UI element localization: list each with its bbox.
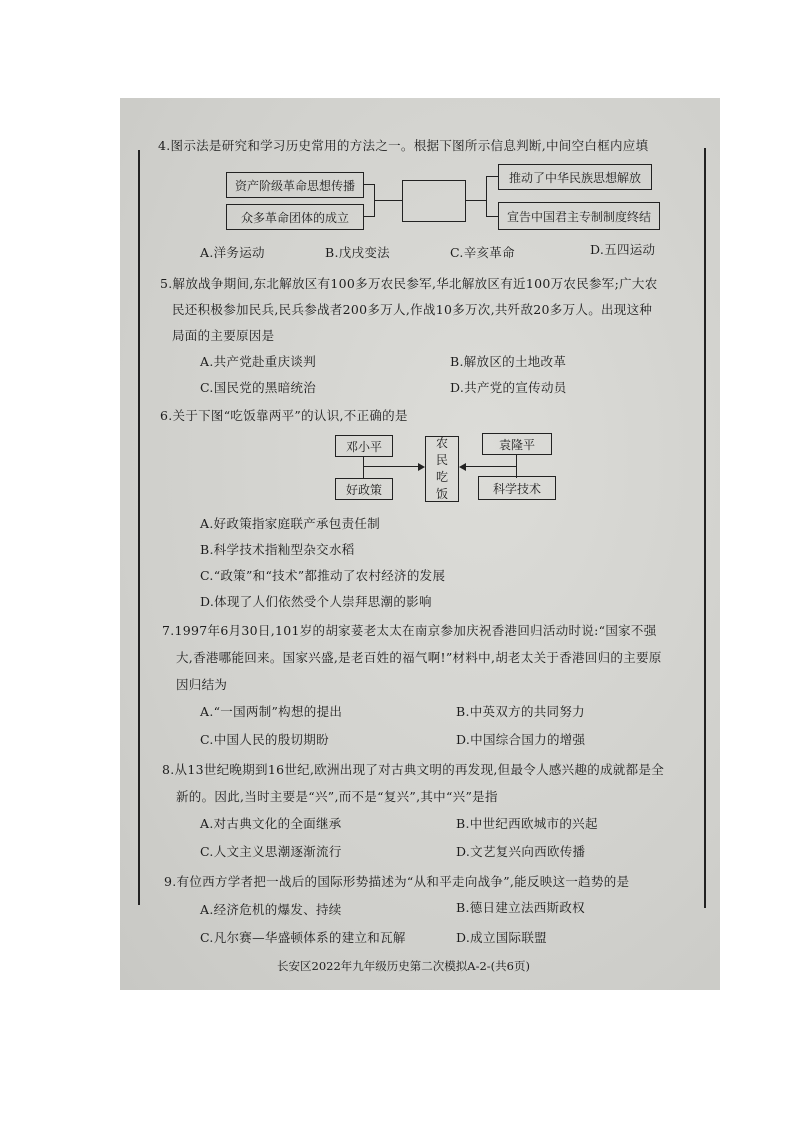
q9-option-a: A.经济危机的爆发、持续	[200, 902, 342, 917]
q4-box-left-bottom: 众多革命团体的成立	[226, 204, 364, 230]
q7-stem-line-2: 大,香港哪能回来。国家兴盛,是老百姓的福气啊!”材料中,胡老太关于香港回归的主要原	[176, 650, 662, 665]
q4-stem: 4.图示法是研究和学习历史常用的方法之一。根据下图所示信息判断,中间空白框内应填	[158, 138, 649, 153]
q6-option-a: A.好政策指家庭联产承包责任制	[200, 516, 381, 531]
q4-wire	[374, 200, 402, 201]
q6-stem: 6.关于下图“吃饭靠两平”的认识,不正确的是	[160, 408, 408, 423]
q6-box-center	[425, 436, 459, 502]
q8-option-d: D.文艺复兴向西欧传播	[456, 844, 586, 859]
q9-stem: 9.有位西方学者把一战后的国际形势描述为“从和平走向战争”,能反映这一趋势的是	[164, 874, 630, 889]
q8-option-a: A.对古典文化的全面继承	[200, 816, 342, 831]
q7-option-b: B.中英双方的共同努力	[456, 704, 585, 719]
page-footer: 长安区2022年九年级历史第二次模拟A-2-(共6页)	[277, 959, 530, 973]
q5-option-c: C.国民党的黑暗统治	[200, 380, 317, 395]
q4-wire	[486, 176, 487, 217]
q6-wire	[516, 454, 517, 478]
q8-stem-line-1: 8.从13世纪晚期到16世纪,欧洲出现了对古典文明的再发现,但最令人感兴趣的成就都是全	[162, 762, 665, 777]
q8-stem-line-2: 新的。因此,当时主要是“兴”,而不是“复兴”,其中“兴”是指	[176, 789, 498, 804]
q6-box-left-bottom: 好政策	[335, 478, 393, 500]
q6-box-right-bottom: 科学技术	[478, 476, 556, 500]
q7-stem-line-3: 因归结为	[176, 677, 228, 692]
q6-center-char: 吃	[435, 470, 448, 484]
q5-stem-line-3: 局面的主要原因是	[172, 328, 275, 343]
q4-option-c: C.辛亥革命	[450, 245, 515, 260]
q5-option-b: B.解放区的土地改革	[450, 354, 567, 369]
q4-option-d: D.五四运动	[590, 242, 656, 257]
q7-option-a: A.“一国两制”构想的提出	[200, 704, 343, 719]
q4-box-right-top: 推动了中华民族思想解放	[498, 164, 652, 190]
q4-box-right-bottom: 宣告中国君主专制制度终结	[498, 202, 660, 230]
q7-option-d: D.中国综合国力的增强	[456, 732, 586, 747]
q6-option-b: B.科学技术指籼型杂交水稻	[200, 542, 355, 557]
exam-page	[120, 98, 720, 990]
q5-option-d: D.共产党的宣传动员	[450, 380, 567, 395]
q6-center-char: 饭	[435, 487, 448, 501]
q6-box-right-top: 袁隆平	[482, 433, 552, 455]
q7-stem-line-1: 7.1997年6月30日,101岁的胡家荽老太太在南京参加庆祝香港回归活动时说:“国家不强	[162, 623, 657, 638]
q8-option-c: C.人文主义思潮逐渐流行	[200, 844, 342, 859]
q5-stem-line-1: 5.解放战争期间,东北解放区有100多万农民参军,华北解放区有近100万农民参军;广大农	[160, 276, 658, 291]
q6-wire	[363, 466, 423, 467]
q9-option-c: C.凡尔赛—华盛顿体系的建立和瓦解	[200, 930, 406, 945]
q6-center-char: 民	[435, 453, 448, 467]
q6-arrow-right-icon	[418, 463, 425, 471]
q4-option-b: B.戊戌变法	[325, 245, 390, 260]
q9-option-b: B.德日建立法西斯政权	[456, 900, 585, 915]
q6-box-left-top: 邓小平	[335, 435, 393, 457]
left-margin-line	[138, 150, 140, 905]
q7-option-c: C.中国人民的殷切期盼	[200, 732, 329, 747]
q6-wire	[465, 466, 517, 467]
right-margin-line	[704, 148, 706, 908]
q6-option-d: D.体现了人们依然受个人崇拜思潮的影响	[200, 594, 432, 609]
q4-option-a: A.洋务运动	[200, 245, 265, 260]
q4-wire	[465, 200, 487, 201]
q8-option-b: B.中世纪西欧城市的兴起	[456, 816, 598, 831]
q9-option-d: D.成立国际联盟	[456, 930, 547, 945]
q5-stem-line-2: 民还积极参加民兵,民兵参战者200多万人,作战10多万次,共歼敌20多万人。出现这种	[172, 302, 653, 317]
q4-wire	[486, 216, 498, 217]
q4-box-left-top: 资产阶级革命思想传播	[226, 172, 364, 198]
q6-center-char: 农	[435, 436, 448, 450]
q4-wire	[486, 176, 498, 177]
q5-option-a: A.共产党赴重庆谈判	[200, 354, 317, 369]
q6-option-c: C.“政策”和“技术”都推动了农村经济的发展	[200, 568, 446, 583]
q4-box-center-blank	[402, 180, 466, 222]
